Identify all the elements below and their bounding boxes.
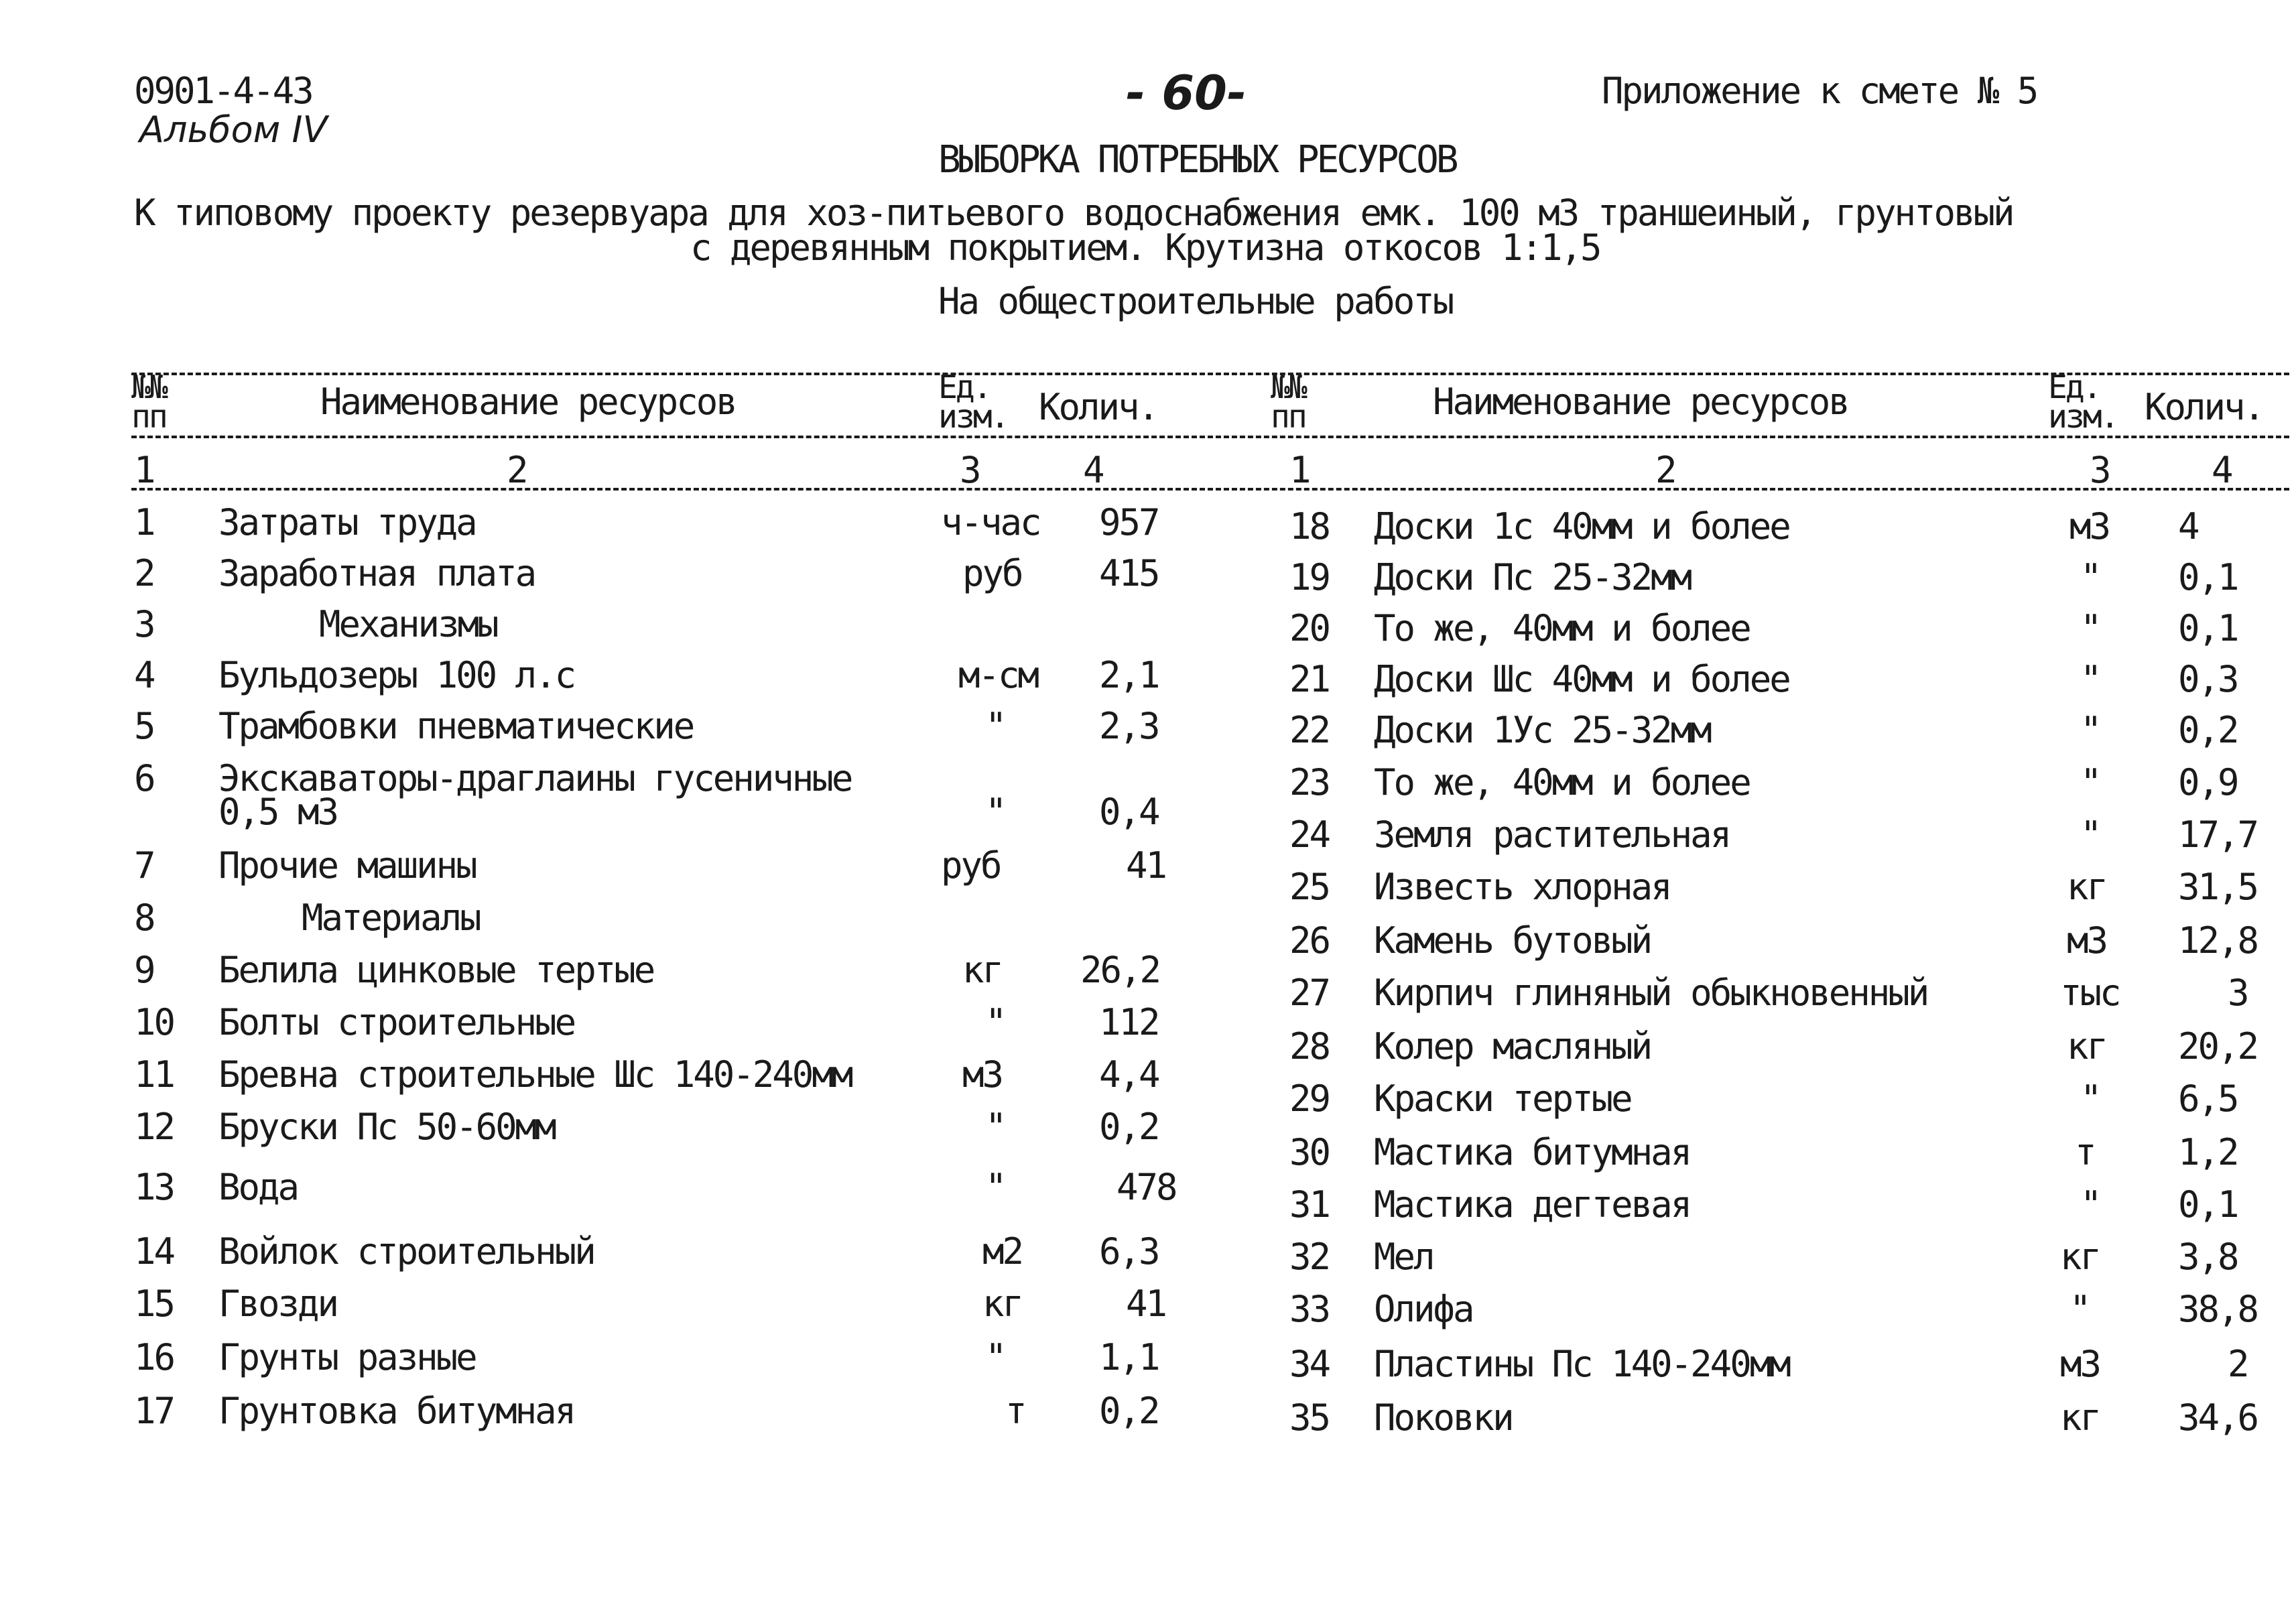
- appendix-label: Приложение к смете № 5: [1602, 70, 2037, 112]
- right-col-number-1: 1: [1289, 449, 1310, 491]
- left-header-qty: Колич.: [1039, 386, 1158, 428]
- section-title: На общестроительные работы: [938, 280, 1453, 322]
- left-header-number: №№ пп: [131, 369, 166, 436]
- left-col-number-3: 3: [960, 449, 980, 491]
- left-header-unit: Ед. изм.: [938, 369, 1008, 436]
- header-rule: [131, 436, 2289, 438]
- table-top-rule: [131, 373, 2289, 375]
- subtitle-line-1: К типовому проекту резервуара для хоз-питьевого водоснабжения емк. 100 м3 траншеиный, грунтовый: [134, 192, 2013, 234]
- right-col-number-3: 3: [2090, 449, 2110, 491]
- album-label: Альбом IV: [139, 109, 328, 151]
- subtitle-line-2: с деревянным покрытием. Крутизна откосов 1:1,5: [690, 226, 1600, 269]
- left-col-number-1: 1: [134, 449, 154, 491]
- page-number: - 60-: [1126, 66, 1247, 121]
- left-col-number-2: 2: [507, 449, 527, 491]
- column-number-rule: [131, 488, 2289, 491]
- right-header-qty: Колич.: [2145, 386, 2264, 428]
- right-col-number-4: 4: [2212, 449, 2232, 491]
- right-header-number: №№ пп: [1271, 369, 1305, 436]
- document-code: 0901-4-43: [134, 70, 312, 112]
- right-header-unit: Ед. изм.: [2048, 369, 2118, 436]
- left-header-name: Наименование ресурсов: [320, 381, 736, 423]
- left-col-number-4: 4: [1083, 449, 1103, 491]
- document-title: ВЫБОРКА ПОТРЕБНЫХ РЕСУРСОВ: [938, 138, 1456, 182]
- right-header-name: Наименование ресурсов: [1433, 381, 1848, 423]
- right-col-number-2: 2: [1655, 449, 1675, 491]
